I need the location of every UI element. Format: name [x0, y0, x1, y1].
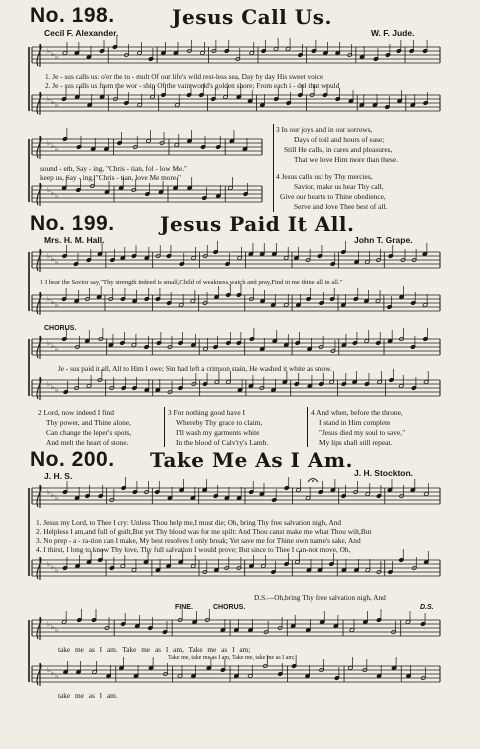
svg-text:♭: ♭ [55, 494, 59, 502]
svg-text:♭: ♭ [47, 139, 51, 147]
hymn-199-lyricist: Mrs. H. M. Hall. [44, 235, 105, 245]
svg-text:♭: ♭ [47, 488, 51, 496]
verse-divider [307, 407, 308, 447]
hymn-200-chorus-label: CHORUS. [213, 604, 246, 611]
svg-text:♭: ♭ [51, 623, 55, 631]
hymn-198-verse-1-line: 1. Je - sus calls us: o'er the tu - mult Of our life's wild rest-less sea, Day by day His sweet voice [45, 72, 324, 81]
hymn-200-composer: J. H. Stockton. [354, 468, 414, 478]
svg-text:♭: ♭ [51, 189, 55, 197]
svg-text:♭: ♭ [55, 566, 59, 574]
svg-text:♭: ♭ [51, 342, 55, 350]
svg-text:♭: ♭ [51, 142, 55, 150]
svg-text:♭: ♭ [51, 50, 55, 58]
verse-divider [273, 124, 274, 212]
svg-text:♭: ♭ [55, 301, 59, 309]
hymn-199-chorus-line: Je - sus paid it all, All to Him I owe; Sin had left a crimson stain, He washed it white as snow. [58, 364, 332, 373]
hymn-199-title: Jesus Paid It All. [160, 212, 355, 236]
svg-text:♭: ♭ [55, 672, 59, 680]
svg-text:♭: ♭ [51, 98, 55, 106]
hymn-200-refrain-bass-line: Take me, take me as I am, Take me, take me as I am; [168, 655, 295, 661]
hymn-199-verse-4: 4 And when, before the throne, I stand in Him complete "Jesus died my soul to save," My lips shall still repeat. [311, 408, 406, 447]
hymn-200-lyricist: J. H. S. [44, 471, 73, 481]
hymn-199-verse-1-line: 1 I hear the Savior say,"Thy strength indeed is small,Child of weakness,watch and pray,Find in me thine all in all." [40, 279, 343, 286]
hymn-200-fine-label: FINE. [175, 604, 193, 611]
svg-text:♭: ♭ [55, 386, 59, 394]
svg-text:♭: ♭ [55, 345, 59, 353]
hymn-198-verse-1-end: sound - eth, Say - ing, "Chris - tian, fol - low Me." [40, 164, 188, 173]
hymn-200-verse-2-line: 2. Helpless I am,and full of guilt,But yet Thy blood was for me spilt: And Thou canst make me what Thou wilt,But [36, 527, 372, 536]
svg-text:♭: ♭ [51, 491, 55, 499]
hymn-198-verse-4: 4 Jesus calls us: by Thy mercies, Savior, make us hear Thy call, Give our hearts to Thine obedience, Serve and love Thee best of all. [276, 172, 388, 211]
svg-text:♭: ♭ [51, 669, 55, 677]
svg-text:♭: ♭ [55, 626, 59, 634]
svg-text:♭: ♭ [51, 563, 55, 571]
hymn-200-verse-1-line: 1. Jesus my Lord, to Thee I cry: Unless Thou help me,I must die; Oh, bring Thy free salvation nigh, And [36, 518, 342, 527]
svg-text:♭: ♭ [47, 620, 51, 628]
svg-text:♭: ♭ [47, 380, 51, 388]
svg-text:♭: ♭ [55, 101, 59, 109]
svg-text:♭: ♭ [55, 145, 59, 153]
svg-text:♭: ♭ [47, 95, 51, 103]
svg-text:♭: ♭ [47, 47, 51, 55]
hymn-198-verse-2-line: 2. Je - sus calls us from the wor - ship Of the vain world's golden shore; From each i - dol that would [45, 81, 340, 90]
hymn-199-number: No. 199. [30, 212, 115, 235]
svg-text:♭: ♭ [47, 252, 51, 260]
svg-text:♭: ♭ [47, 339, 51, 347]
svg-text:♭: ♭ [47, 666, 51, 674]
hymn-198-composer: W. F. Jude. [371, 28, 415, 38]
svg-text:♭: ♭ [51, 298, 55, 306]
svg-text:♭: ♭ [55, 258, 59, 266]
hymn-200-refrain-line: take me as I am. Take me as I am, Take me as I am; [58, 645, 251, 654]
hymn-198-number: No. 198. [30, 4, 115, 27]
hymn-198-title: Jesus Call Us. [172, 5, 332, 29]
hymn-198-lyricist: Cecil F. Alexander. [44, 28, 119, 38]
svg-text:♭: ♭ [47, 560, 51, 568]
svg-text:♭: ♭ [55, 53, 59, 61]
hymn-200-title: Take Me As I Am. [150, 448, 353, 472]
hymn-200-refrain-end: take me as I am. [58, 691, 118, 700]
hymn-199-composer: John T. Grape. [354, 235, 413, 245]
svg-text:♭: ♭ [47, 295, 51, 303]
verse-divider [164, 407, 165, 447]
hymn-199-verse-2: 2 Lord, now indeed I find Thy power, and Thine alone, Can change the leper's spots, And melt the heart of stone. [38, 408, 132, 447]
hymn-200-ds-mark: D.S. [420, 604, 434, 611]
hymn-198-verse-2-end: keep us, Say - ing, "Chris - tian, love Me more." [40, 173, 181, 182]
hymn-200-number: No. 200. [30, 448, 115, 471]
hymn-199-chorus-label: CHORUS. [44, 325, 77, 332]
hymn-198-verse-3: 3 In our joys and in our sorrows, Days of toil and hours of ease; Still He calls, in cares and pleasures, That we love Him more than these. [276, 125, 399, 164]
svg-text:♭: ♭ [51, 255, 55, 263]
svg-text:♭: ♭ [47, 186, 51, 194]
hymn-199-verse-3: 3 For nothing good have I Whereby Thy grace to claim, I'll wash my garments white In the blood of Calv'ry's Lamb. [168, 408, 269, 447]
hymn-200-verse-3-line: 3. No prep - a - ra-tion can I make, My best resolves I only break; Yet save me for Thine own name's sake, And [36, 536, 361, 545]
hymn-200-ds-text: D.S.—Oh,bring Thy free salvation nigh, And [254, 593, 386, 602]
hymn-200-verse-4-line: 4. I thirst, I long to know Thy love, Thy full salvation I would prove; But since to Thee I can-not move, Oh, [36, 545, 351, 554]
svg-text:♭: ♭ [55, 192, 59, 200]
svg-text:♭: ♭ [51, 383, 55, 391]
